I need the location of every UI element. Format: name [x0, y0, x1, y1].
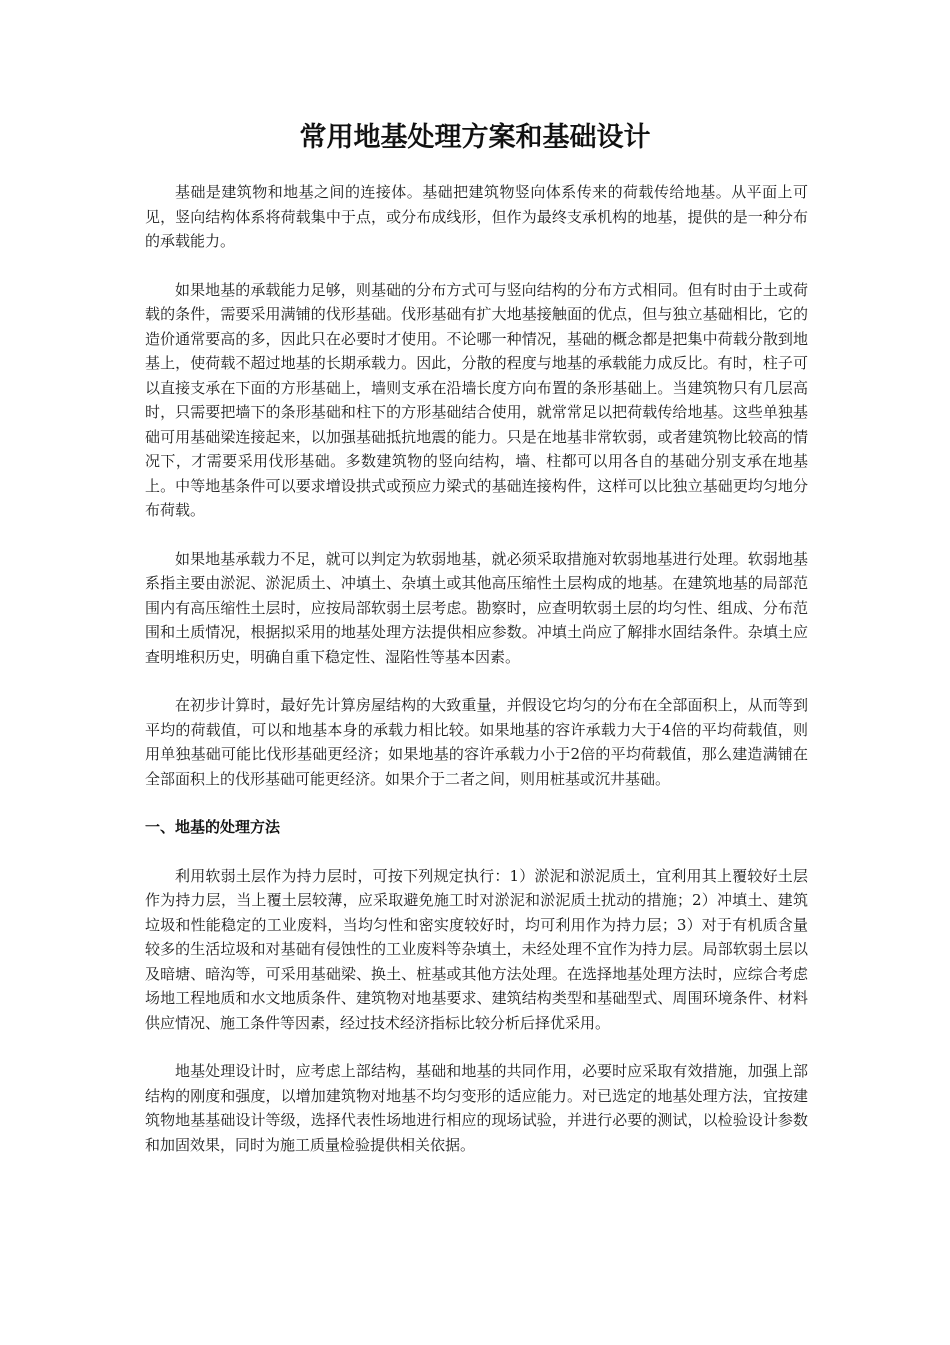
paragraph-section-2: 地基处理设计时，应考虑上部结构，基础和地基的共同作用，必要时应采取有效措施，加强上部结构的刚度和强度，以增加建筑物对地基不均匀变形的适应能力。对已选定的地基处理方法，宜按建筑物地基基础设计等级，选择代表性场地进行相应的现场试验，并进行必要的测试，以检验设计参数和加固效果，同时为施工质量检验提供相关依据。 — [145, 1062, 808, 1154]
section-heading: 一、地基的处理方法 — [145, 818, 281, 836]
paragraph-intro-4: 在初步计算时，最好先计算房屋结构的大致重量，并假设它均匀的分布在全部面积上，从而等到平均的荷载值，可以和地基本身的承载力相比较。如果地基的容许承载力大于4倍的平均荷载值，则用单独基础可能比伐形基础更经济；如果地基的容许承载力小于2倍的平均荷载值，那么建造满铺在全部面积上的伐形基础可能更经济。如果介于二者之间，则用桩基或沉井基础。 — [145, 696, 808, 788]
page-title: 常用地基处理方案和基础设计 — [299, 122, 651, 153]
paragraph-intro-3: 如果地基承载力不足，就可以判定为软弱地基，就必须采取措施对软弱地基进行处理。软弱地基系指主要由淤泥、淤泥质土、冲填土、杂填土或其他高压缩性土层构成的地基。在建筑地基的局部范围内有高压缩性土层时，应按局部软弱土层考虑。勘察时，应查明软弱土层的均匀性、组成、分布范围和土质情况，根据拟采用的地基处理方法提供相应参数。冲填土尚应了解排水固结条件。杂填土应查明堆积历史，明确自重下稳定性、湿陷性等基本因素。 — [145, 549, 808, 666]
paragraph-intro-1: 基础是建筑物和地基之间的连接体。基础把建筑物竖向体系传来的荷载传给地基。从平面上可见，竖向结构体系将荷载集中于点，或分布成线形，但作为最终支承机构的地基，提供的是一种分布的承载能力。 — [145, 183, 808, 250]
paragraph-intro-2: 如果地基的承载能力足够，则基础的分布方式可与竖向结构的分布方式相同。但有时由于土或荷载的条件，需要采用满铺的伐形基础。伐形基础有扩大地基接触面的优点，但与独立基础相比，它的造价通常要高的多，因此只在必要时才使用。不论哪一种情况，基础的概念都是把集中荷载分散到地基上，使荷载不超过地基的长期承载力。因此，分散的程度与地基的承载能力成反比。有时，柱子可以直接支承在下面的方形基础上，墙则支承在沿墙长度方向布置的条形基础上。当建筑物只有几层高时，只需要把墙下的条形基础和柱下的方形基础结合使用，就常常足以把荷载传给地基。这些单独基础可用基础梁连接起来，以加强基础抵抗地震的能力。只是在地基非常软弱，或者建筑物比较高的情况下，才需要采用伐形基础。多数建筑物的竖向结构，墙、柱都可以用各自的基础分别支承在地基上。中等地基条件可以要求增设拱式或预应力梁式的基础连接构件，这样可以比独立基础更均匀地分布荷载。 — [145, 280, 808, 519]
paragraph-section-1: 利用软弱土层作为持力层时，可按下列规定执行：1）淤泥和淤泥质土，宜利用其上覆较好土层作为持力层，当上覆土层较薄，应采取避免施工时对淤泥和淤泥质土扰动的措施；2）冲填土、建筑垃圾和性能稳定的工业废料，当均匀性和密实度较好时，均可利用作为持力层；3）对于有机质含量较多的生活垃圾和对基础有侵蚀性的工业废料等杂填土，未经处理不宜作为持力层。局部软弱土层以及暗塘、暗沟等，可采用基础梁、换土、桩基或其他方法处理。在选择地基处理方法时，应综合考虑场地工程地质和水文地质条件、建筑物对地基要求、建筑结构类型和基础型式、周围环境条件、材料供应情况、施工条件等因素，经过技术经济指标比较分析后择优采用。 — [145, 866, 808, 1032]
document-body — [145, 180, 808, 1181]
